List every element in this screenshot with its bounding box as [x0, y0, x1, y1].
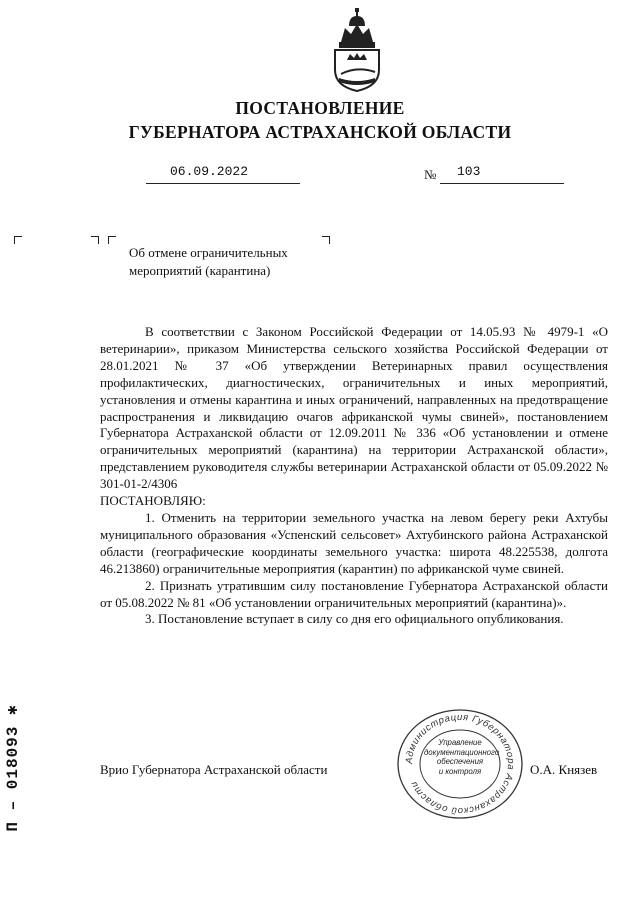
decree-item: 1. Отменить на территории земельного участка на левом берегу реки Ахтубы муниципального образования «Успенский сельсовет» Ахтубинского района Астраханской области (географические координаты земельного участка: широта 48.225538, долгота 46.213860) ограничительные мероприятия (карантин) по африканской чуме свиней.: [100, 509, 608, 576]
subject-line: Об отмене ограничительных: [129, 245, 288, 260]
signatory-title: Врио Губернатора Астраханской области: [100, 762, 328, 777]
number-label: №: [424, 167, 437, 182]
document-body: [100, 324, 608, 628]
coat-of-arms-icon: [331, 8, 383, 92]
bracket-corner: [322, 236, 330, 244]
preamble-paragraph: В соответствии с Законом Российской Федерации от 14.05.93 № 4979-1 «О ветеринарии», приказом Министерства сельского хозяйства Российской Федерации от 28.01.2021 № 37 «Об утверждении Ветеринарных правил осуществления профилактических, диагностических, ограничительных и иных мероприятий, установления и отмены карантина и иных ограничений, направленных на предотвращение распространения и ликвидацию очагов африканской чумы свиней», постановлением Губернатора Астраханской области от 12.09.2011 № 336 «Об установлении и отмене ограничительных мероприятий (карантина) на территории Астраханской области», представлением руководителя службы ветеринарии Астраханской области от 05.09.2022 № 301-01-2/4306: [100, 324, 608, 492]
stamp-line: Управление: [438, 738, 482, 747]
stamp-inner-text: [424, 738, 500, 776]
document-date: 06.09.2022: [170, 164, 249, 179]
document-number: 103: [457, 164, 481, 179]
decree-item: 3. Постановление вступает в силу со дня его официального опубликования.: [145, 611, 564, 627]
bracket-corner: [91, 236, 99, 244]
bracket-corner: [108, 236, 116, 244]
document-type-title: ПОСТАНОВЛЕНИЕ: [235, 98, 405, 118]
subject-line: мероприятий (карантина): [129, 263, 271, 278]
issuer-title: ГУБЕРНАТОРА АСТРАХАНСКОЙ ОБЛАСТИ: [128, 122, 512, 142]
stamp-outer-text: Администрация Губернатора Астраханской области: [403, 711, 517, 817]
stamp-line: документационного: [424, 747, 500, 757]
decree-word: ПОСТАНОВЛЯЮ:: [100, 493, 206, 509]
document-subject: [129, 244, 288, 280]
number-underline: [440, 183, 564, 184]
signatory-name: О.А. Князев: [530, 762, 598, 777]
serial-number: [0, 688, 24, 848]
stamp-line: обеспечения: [436, 757, 484, 767]
serial-text: П – 018093 ✱: [4, 704, 22, 832]
decree-item: 2. Признать утратившим силу постановление Губернатора Астраханской области от 05.08.2022 № 81 «Об установлении ограничительных мероприятий (карантина)».: [100, 577, 608, 610]
stamp-line: и контроля: [438, 766, 482, 776]
date-underline: [146, 183, 300, 184]
bracket-corner: [14, 236, 22, 244]
